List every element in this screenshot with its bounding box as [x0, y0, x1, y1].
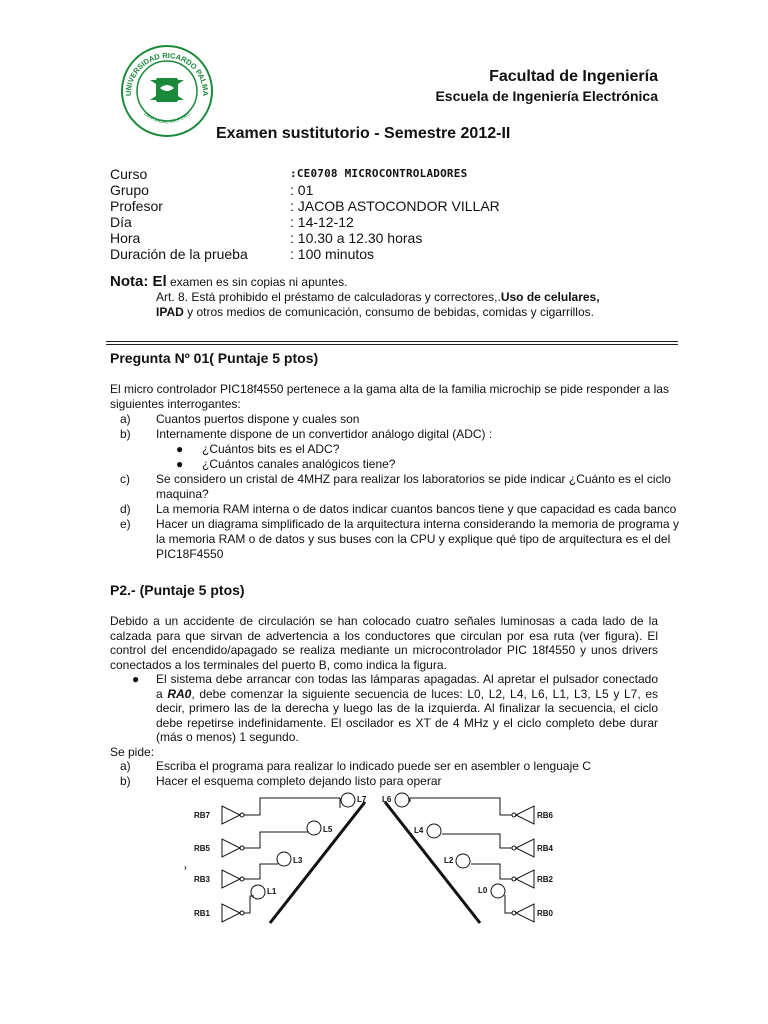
lamp-l6-icon	[395, 793, 409, 807]
question-2-title: P2.- (Puntaje 5 ptos)	[110, 582, 245, 598]
svg-text:RB1: RB1	[194, 909, 211, 918]
svg-text:RB6: RB6	[537, 811, 554, 820]
question-1-body	[110, 382, 690, 562]
question-2-body	[110, 614, 658, 788]
svg-text:L3: L3	[293, 856, 303, 865]
lamp-circuit-figure	[180, 788, 560, 938]
right-driver-rb2	[444, 854, 554, 888]
se-pide-label: Se pide:	[110, 744, 155, 759]
svg-text:RB5: RB5	[194, 844, 211, 853]
info-value: : 01	[290, 182, 314, 198]
info-value: : 100 minutos	[290, 246, 375, 262]
lamp-l1-icon	[251, 885, 265, 899]
info-row-dia	[110, 214, 500, 230]
list-item: a) Escriba el programa para realizar lo indicado puede ser en asembler o lenguaje C	[120, 759, 591, 773]
list-item: e) Hacer un diagrama simplificado de la arquitectura interna considerando la memoria de programa y la memoria RAM o de datos y sus buses con la CPU y explique qué tipo de arquitectura es el del PIC18F4550	[120, 517, 679, 561]
svg-text:L4: L4	[414, 826, 424, 835]
note-text: examen es sin copias ni apuntes.	[166, 275, 348, 289]
svg-text:L5: L5	[323, 825, 333, 834]
left-driver-rb1	[194, 885, 277, 922]
stray-mark: ›	[184, 863, 187, 872]
left-driver-rb7	[194, 793, 367, 824]
seal-subtext: LIMA.MCMLXIX.PERU	[142, 111, 192, 126]
svg-text:RB2: RB2	[537, 875, 554, 884]
lamp-l3-icon	[277, 852, 291, 866]
info-value: : 14-12-12	[290, 214, 354, 230]
info-value: :CE0708 MICROCONTROLADORES	[290, 167, 468, 180]
lamp-l4-icon	[427, 824, 441, 838]
bullet-icon: ●	[176, 457, 184, 471]
info-row-profesor	[110, 198, 500, 214]
svg-text:RB3: RB3	[194, 875, 211, 884]
list-item: b) Hacer el esquema completo dejando listo para operar	[120, 773, 442, 788]
list-item: b) Internamente dispone de un convertidor análogo digital (ADC) :	[120, 427, 493, 441]
right-driver-rb4	[414, 824, 554, 857]
info-label: Día	[110, 214, 132, 230]
info-label: Duración de la prueba	[110, 246, 248, 262]
left-driver-rb5	[194, 821, 333, 857]
question-2-intro: Debido a un accidente de circulación se han colocado cuatro señales luminosas a cada lado de la calzada para que sirvan de advertencia a los conductores que circulan por esa ruta (ver figura). El control del encendido/apagado se realiza mediante un microcontrolador PIC 18f4550 y unos drivers conectados a los terminales del puerto B, como indica la figura.	[110, 614, 658, 672]
lamp-l7-icon	[341, 793, 355, 807]
bullet-icon: ●	[132, 672, 140, 686]
svg-text:RB4: RB4	[537, 844, 554, 853]
note-label: Nota: El	[110, 273, 167, 290]
lamp-l0-icon	[491, 884, 505, 898]
left-driver-rb3	[194, 852, 303, 888]
svg-text:LIMA.MCMLXIX.PERU	[142, 111, 192, 126]
svg-text:L1: L1	[267, 887, 277, 896]
svg-text:L6: L6	[382, 795, 392, 804]
list-item: a) Cuantos puertos dispone y cuales son	[120, 412, 360, 426]
exam-info-table	[110, 166, 500, 262]
university-seal-logo	[120, 44, 214, 138]
right-driver-rb0	[478, 884, 554, 922]
info-label: Curso	[110, 166, 148, 182]
lamp-l2-icon	[456, 854, 470, 868]
question-1-intro: El micro controlador PIC18f4550 pertenece a la gama alta de la familia microchip se pide responder a las siguientes interrogantes:	[110, 382, 669, 411]
info-row-curso	[110, 166, 500, 182]
road-right-line	[385, 802, 480, 923]
list-item: d) La memoria RAM interna o de datos indicar cuantos bancos tiene y que capacidad es cada banco	[120, 502, 677, 516]
question-1-title: Pregunta Nº 01( Puntaje 5 ptos)	[110, 350, 319, 366]
note-article: Art. 8. Está prohibido el préstamo de calculadoras y correctores,.Uso de celulares, IPAD y otros medios de comunicación, consumo de bebidas, comidas y cigarrillos.	[156, 290, 600, 319]
info-label: Profesor	[110, 198, 163, 214]
faculty-name: Facultad de Ingeniería	[489, 68, 658, 85]
right-driver-rb6	[382, 793, 554, 824]
seal-text: UNIVERSIDAD RICARDO PALMA	[123, 50, 211, 97]
list-subitem: ● ¿Cuántos bits es el ADC?	[176, 442, 340, 456]
road-left-line	[270, 802, 365, 923]
exam-title: Examen sustitutorio - Semestre 2012-II	[216, 125, 511, 142]
info-label: Hora	[110, 230, 141, 246]
info-row-hora	[110, 230, 500, 246]
lamp-l5-icon	[307, 821, 321, 835]
info-row-duracion	[110, 246, 500, 262]
list-subitem: ● ¿Cuántos canales analógicos tiene?	[176, 457, 396, 471]
svg-text:L7: L7	[357, 795, 367, 804]
info-value: : JACOB ASTOCONDOR VILLAR	[290, 198, 500, 214]
svg-text:L0: L0	[478, 886, 488, 895]
list-item: ● El sistema debe arrancar con todas las lámparas apagadas. Al apretar el pulsador conectado a RA0, debe comenzar la siguiente secuencia de luces: L0, L2, L4, L6, L1, L3, L5 y L7, es decir, primero las de la derecha y luego las de la izquierda. Al finalizar la secuencia, el ciclo debe repetirse indefinidamente. El oscilador es XT de 4 MHz y el ciclo completo debe durar (más o menos) 1 segundo.	[110, 672, 658, 745]
info-label: Grupo	[110, 182, 149, 198]
section-divider	[106, 341, 678, 345]
info-value: : 10.30 a 12.30 horas	[290, 230, 423, 246]
svg-text:RB0: RB0	[537, 909, 554, 918]
list-item: c) Se considero un cristal de 4MHZ para realizar los laboratorios se pide indicar ¿Cuánto es el ciclo maquina?	[120, 472, 671, 501]
exam-note	[110, 274, 670, 320]
bullet-icon: ●	[176, 442, 184, 456]
school-name: Escuela de Ingeniería Electrónica	[435, 88, 658, 104]
svg-text:L2: L2	[444, 856, 454, 865]
info-row-grupo	[110, 182, 500, 198]
svg-text:RB7: RB7	[194, 811, 211, 820]
